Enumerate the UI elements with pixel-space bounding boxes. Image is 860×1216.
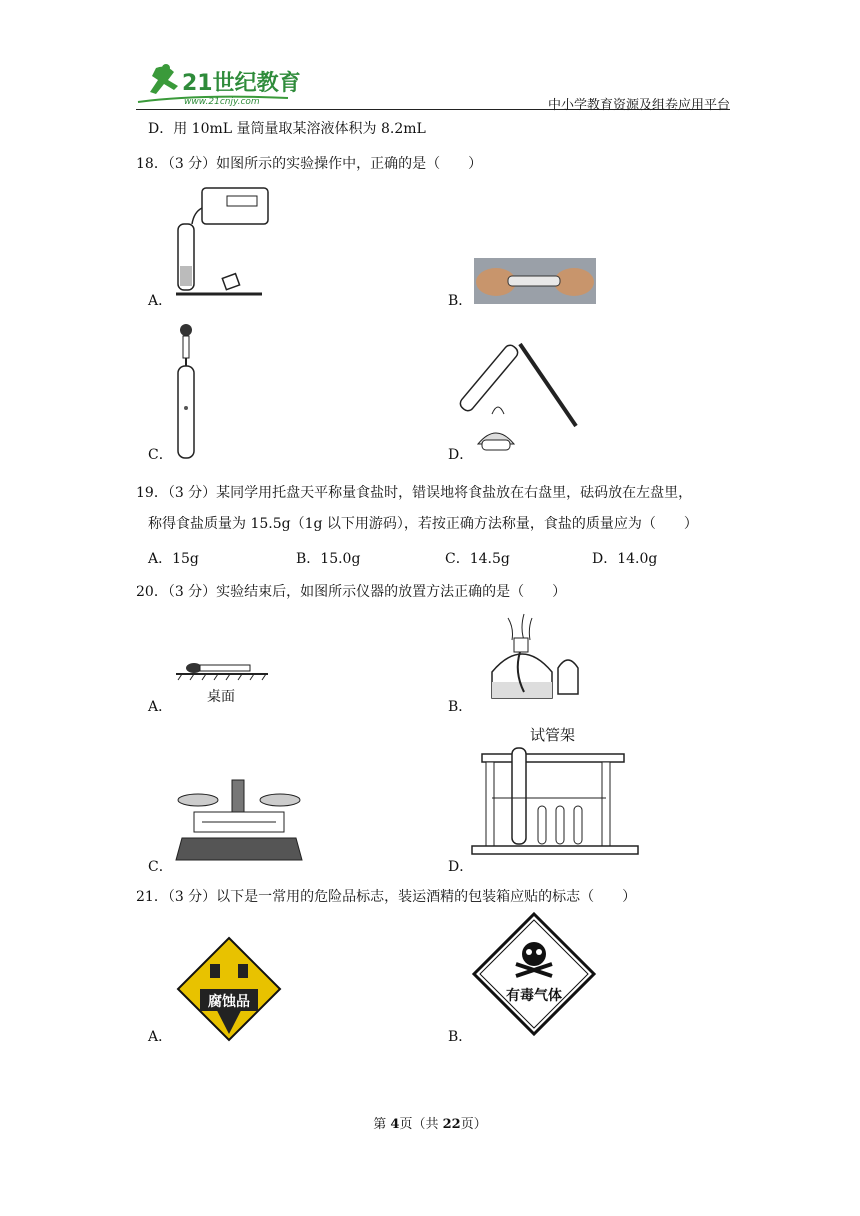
q18-option-b: B． (448, 293, 473, 309)
q19-stem-line2: 称得食盐质量为 15.5g（1g 以下用游码），若按正确方法称量，食盐的质量应为（ ） (148, 516, 698, 532)
q19-option-c: C．14.5g (445, 551, 510, 567)
toxic-sign-text: 有毒气体 (506, 988, 562, 1004)
q21-option-b: B． (448, 1029, 473, 1045)
footer-total: 22 (442, 1117, 461, 1132)
q18-option-a: A． (148, 293, 173, 309)
q20-option-d: D． (448, 859, 474, 875)
q20-option-a: A． (148, 699, 173, 715)
test-tube-rack-figure (472, 744, 640, 858)
balance-figure (176, 776, 302, 866)
dropper-test-tube-figure (170, 322, 210, 462)
page-footer (0, 1113, 860, 1132)
q20-option-c: C． (148, 859, 173, 875)
q19-option-a: A．15g (148, 551, 199, 567)
q19-stem-line1: 19．（3 分）某同学用托盘天平称量食盐时，错误地将食盐放在右盘里，砝码放在左盘里， (136, 485, 693, 501)
logo-text: 21世纪教育 (182, 71, 301, 96)
q21-stem: 21．（3 分）以下是一常用的危险品标志，装运酒精的包装箱应贴的标志（ ） (136, 889, 637, 905)
heating-test-tube-figure (472, 330, 582, 460)
footer-page: 4 (390, 1117, 400, 1132)
footer-suffix: 页） (460, 1117, 487, 1132)
corrosive-sign-icon (176, 936, 282, 1042)
q18-option-d: D． (448, 447, 474, 463)
footer-middle: 页（共 (399, 1117, 443, 1132)
hands-test-tube-figure (474, 258, 596, 304)
logo-url: www.21cnjy.com (184, 97, 260, 107)
toxic-gas-sign-icon (472, 912, 596, 1036)
header-rule (136, 109, 730, 110)
corrosive-sign-text: 腐蚀品 (208, 994, 250, 1010)
q18-stem: 18．（3 分）如图所示的实验操作中，正确的是（ ） (136, 156, 483, 172)
q21-option-a: A． (148, 1029, 173, 1045)
q18-option-c: C． (148, 447, 173, 463)
q17-option-d: D．用 10mL 量筒量取某溶液体积为 8.2mL (148, 121, 426, 137)
rack-label: 试管架 (530, 726, 576, 744)
q20-option-b: B． (448, 699, 473, 715)
alcohol-lamp-figure (474, 612, 592, 706)
platform-name: 中小学教育资源及组卷应用平台 (547, 98, 730, 113)
q20-stem: 20．（3 分）实验结束后，如图所示仪器的放置方法正确的是（ ） (136, 584, 567, 600)
q19-option-d: D．14.0g (592, 551, 658, 567)
footer-prefix: 第 (373, 1117, 391, 1132)
pouring-liquid-figure (172, 184, 272, 299)
runner-logo-icon (136, 62, 316, 110)
site-logo (136, 62, 316, 110)
desk-label: 桌面 (207, 689, 235, 705)
q19-option-b: B．15.0g (296, 551, 361, 567)
